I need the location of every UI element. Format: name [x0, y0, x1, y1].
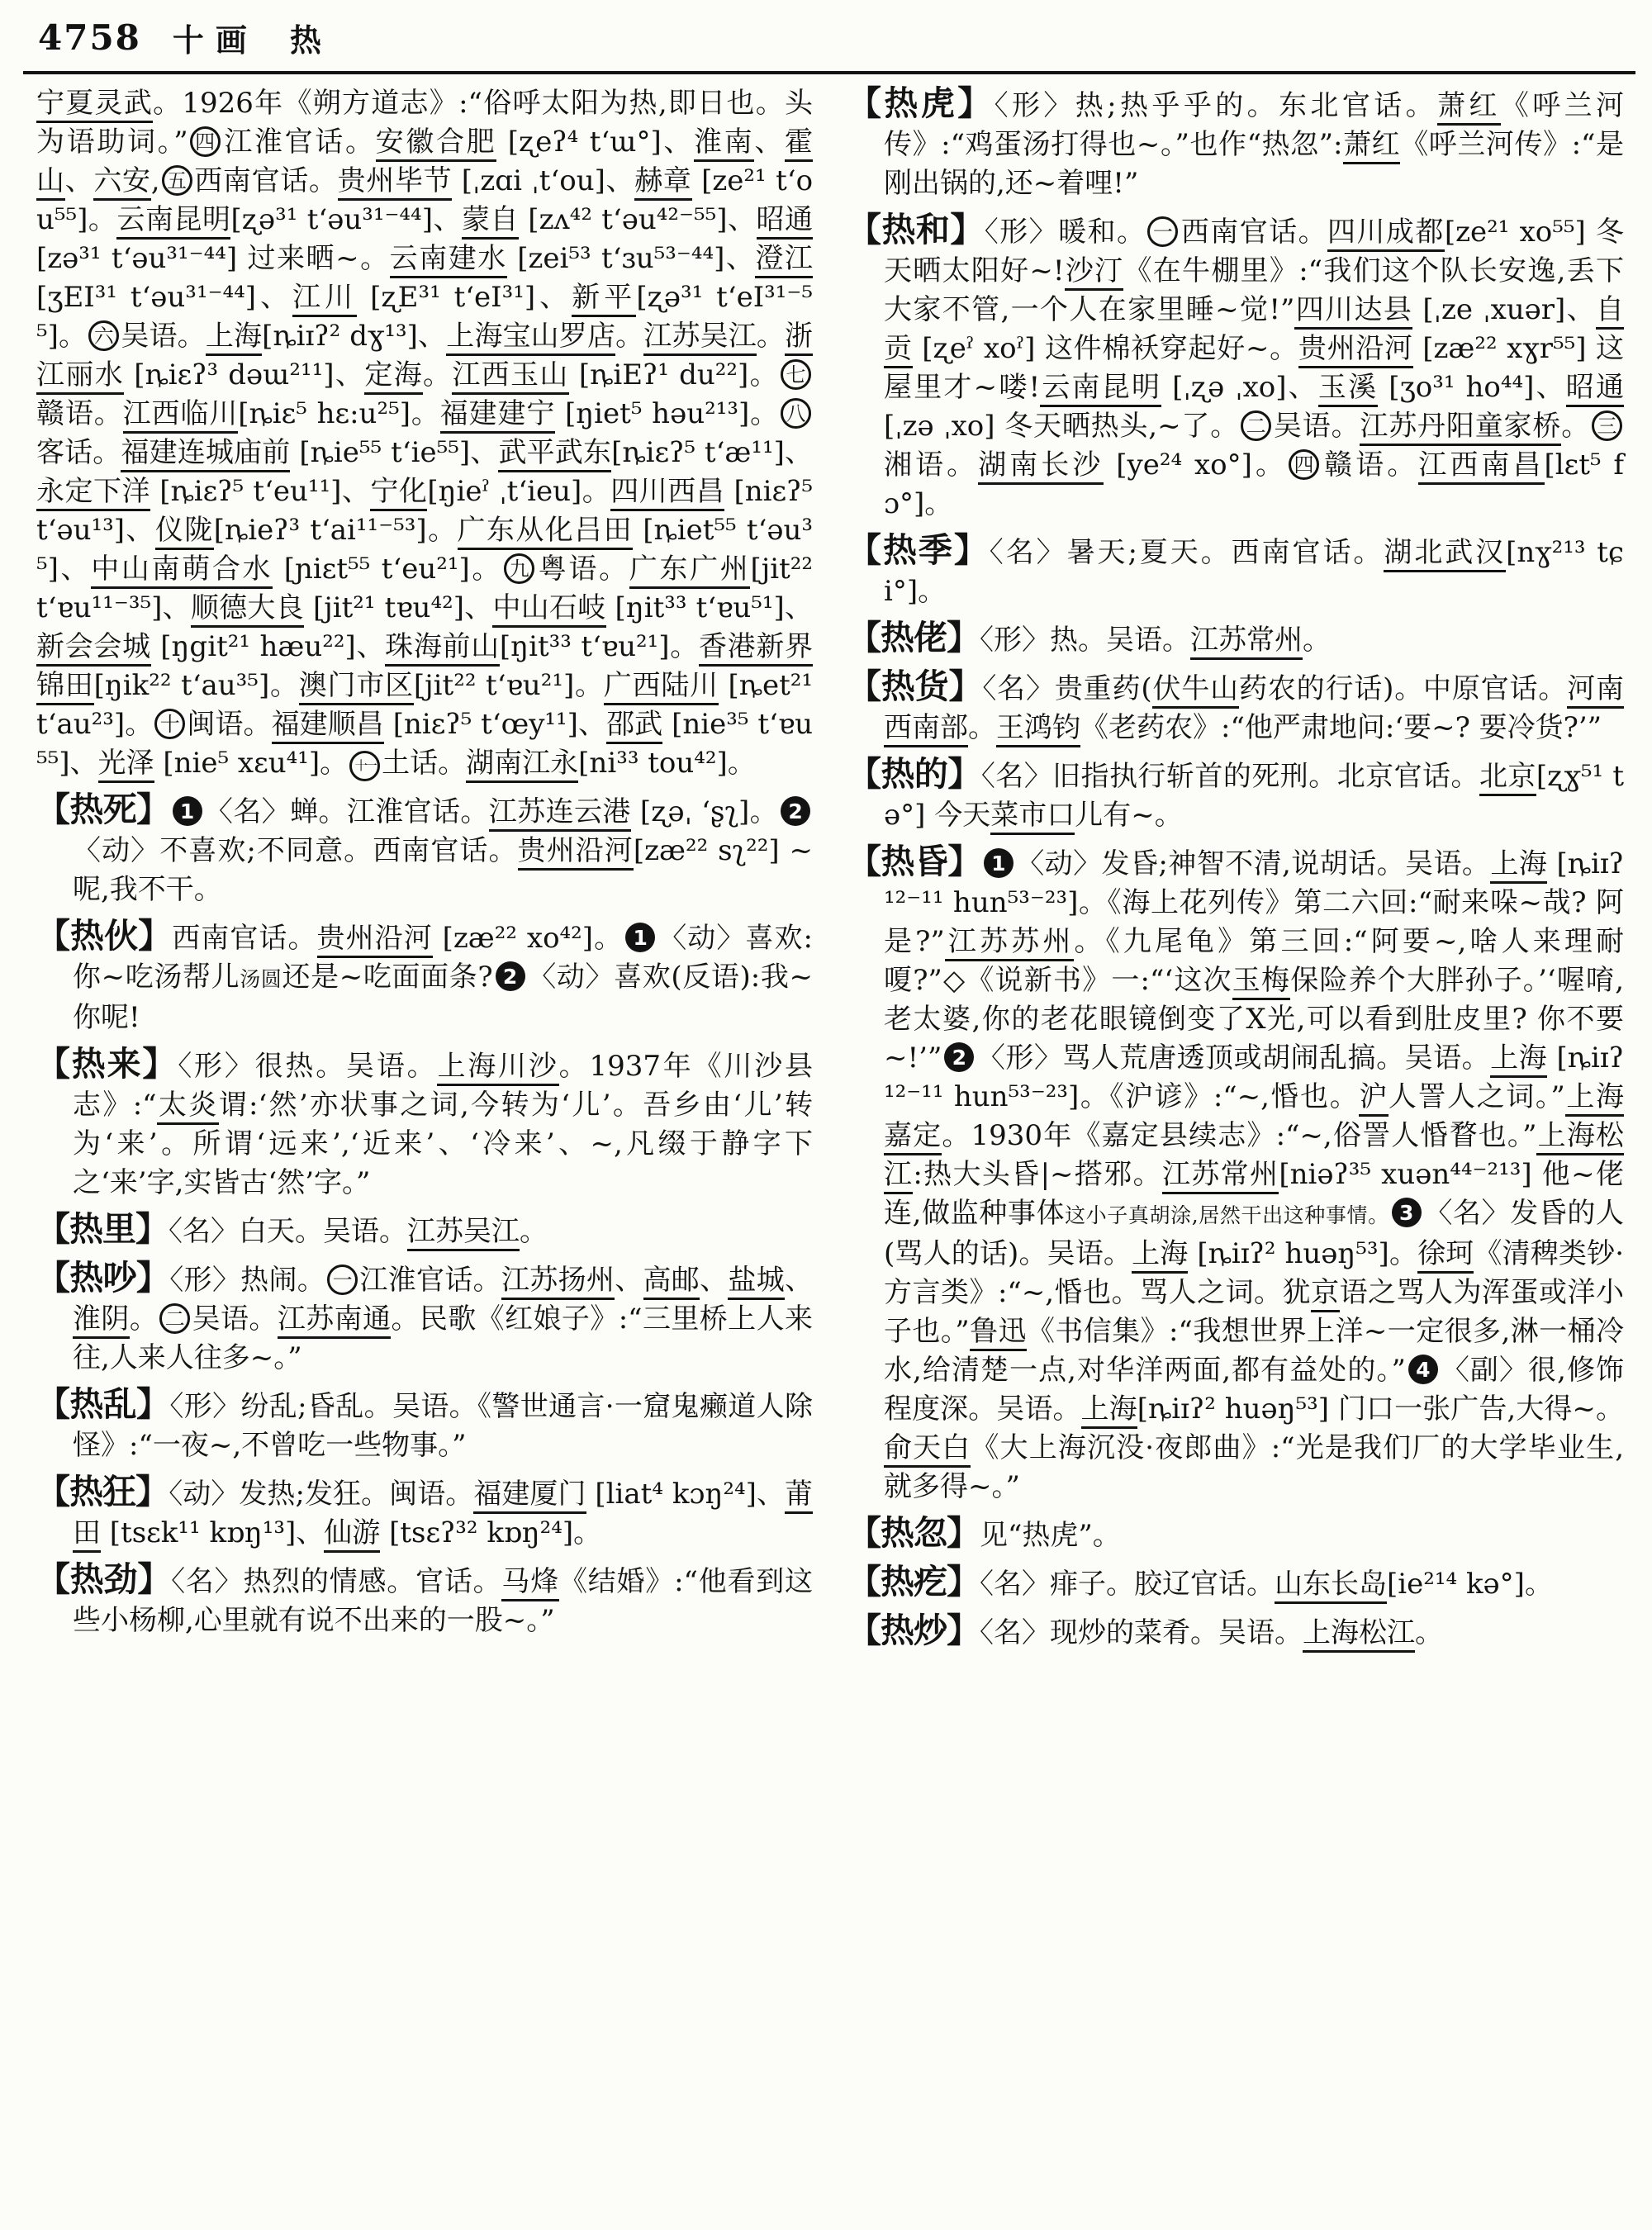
proper-noun: 珠海前山: [385, 630, 500, 667]
proper-noun: 江西南昌: [1418, 448, 1544, 485]
text: 《老药农》:“他严肃地问:‘要~? 要冷货?’”: [1080, 711, 1602, 744]
proper-noun: 北京: [1479, 760, 1536, 796]
text: [jit²² t‘ɐu¹¹⁻³⁵]、: [36, 553, 814, 624]
text: [ʐəˌ ʻʂʅ]。: [630, 795, 779, 828]
text: 湘语。: [884, 448, 979, 482]
dialect-group-number: 三: [1592, 410, 1622, 441]
proper-noun: 福建连城庙前: [121, 436, 290, 472]
dialect-group-number: 六: [88, 320, 119, 351]
text: 〈名〉白天。吴语。: [169, 1215, 407, 1248]
text: 《在牛棚里》:“我们这个队长安逸,丢下大家不管,一个人在家里睡~觉!”: [884, 254, 1624, 326]
proper-noun: 云南昆明: [1040, 371, 1161, 407]
text: 〈形〉纷乱;昏乱。吴语。《警世通言·一窟鬼癞道人除怪》:“一夜~,不曾吃一些物事。”: [73, 1390, 813, 1462]
text: 〈形〉暖和。: [984, 216, 1146, 249]
headword: 【热乱】: [36, 1384, 170, 1424]
proper-noun: 盐城: [728, 1264, 785, 1300]
entry-re-chao-noisy: [36, 1259, 813, 1378]
proper-noun: 赫章: [634, 164, 691, 201]
text: [zə³¹ t‘əu³¹⁻⁴⁴] 过来晒~。: [36, 242, 390, 275]
text: [ze²¹ xo⁵⁵] 冬天晒太阳好~!: [884, 216, 1625, 287]
text: [ŋieˀ ˌt‘ieu]。: [427, 475, 611, 508]
proper-noun: 淮阴: [73, 1302, 130, 1339]
gloss-small: 这小子真胡涂,居然干出这种事情。: [1065, 1203, 1389, 1227]
text: 。1926年《朔方道志》:“俗呼太阳为热,即日也。头为语助词。”: [36, 87, 813, 159]
proper-noun: 京: [1311, 1276, 1340, 1312]
proper-noun: 邵武: [606, 708, 662, 744]
proper-noun: 江苏吴江: [643, 320, 757, 356]
text: [ȵiɛ⁵ hɛ:u²⁵]。: [238, 397, 440, 430]
text: 〈动〉不喜欢;不同意。西南官话。: [73, 834, 518, 867]
text: [ȵie⁵⁵ t‘ie⁵⁵]、: [290, 436, 499, 469]
proper-noun: 自贡: [884, 293, 1624, 368]
text: [ye²⁴ xo°]。: [1104, 448, 1288, 482]
entry-re-ge: [847, 1563, 1624, 1604]
text: [nie³⁵ t‘ɐu⁵⁵]、: [36, 708, 814, 780]
text: :热大头昏|~搭邪。: [913, 1158, 1162, 1191]
sense-number: 3: [1392, 1198, 1422, 1227]
proper-noun: 上海宝山罗店: [446, 320, 615, 356]
proper-noun: 高邮: [643, 1264, 700, 1300]
proper-noun: 江苏丹阳童家桥: [1360, 410, 1561, 446]
gloss-small: 汤圆: [240, 967, 282, 991]
text: 。1930年《嘉定县续志》:“~,俗詈人惛瞀也。”: [942, 1119, 1537, 1152]
text: 《大上海沉没·夜郎曲》:“光是我们厂的大学毕业生,就多得~。”: [884, 1431, 1625, 1503]
text: 。: [1561, 410, 1591, 443]
proper-noun: 鲁迅: [970, 1315, 1027, 1351]
text: [ȵiet⁵⁵ t‘əu³⁵]、: [36, 514, 814, 586]
entry-re-kuang: [36, 1473, 813, 1553]
proper-noun: 中山南萌合水: [91, 553, 273, 589]
text: 赣语。: [36, 397, 123, 430]
text: 〈名〉痱子。胶辽官话。: [980, 1568, 1275, 1601]
text: 江淮官话。: [359, 1264, 501, 1297]
entry-re-huo: [36, 917, 813, 1037]
text: 吴语。: [1273, 410, 1360, 443]
text: 、: [700, 1264, 729, 1297]
proper-noun: 江苏常州: [1162, 1158, 1279, 1194]
header-rule: [23, 71, 1635, 74]
headword: 【热忽】: [847, 1513, 980, 1553]
entry-re-si: [36, 790, 813, 909]
text: 。1937年《川沙县志》:“: [73, 1050, 814, 1122]
text: [niɛʔ⁵ t‘œy¹¹]、: [383, 708, 607, 741]
text: 。: [422, 358, 453, 391]
text: [nie⁵ xɛu⁴¹]。: [154, 747, 349, 780]
text: [ȵiɛʔ⁵ t‘æ¹¹]、: [611, 436, 814, 469]
proper-noun: 上海松江: [884, 1119, 1624, 1194]
text: 〈形〉骂人荒唐透顶或胡闹乱搞。吴语。: [976, 1041, 1491, 1075]
proper-noun: 伏牛山: [1152, 672, 1239, 709]
proper-noun: 武平武东: [498, 436, 611, 472]
proper-noun: 河南西南部: [884, 672, 1624, 747]
headword: 【热季】: [847, 530, 990, 570]
proper-noun: 山东长岛: [1275, 1568, 1387, 1604]
text: 〈名〉发昏的人(骂人的话)。吴语。: [884, 1197, 1625, 1270]
text: [tsɛk¹¹ kɒŋ¹³]、: [101, 1516, 325, 1549]
text: 赣语。: [1321, 448, 1419, 482]
proper-noun: 玉梅: [1232, 964, 1290, 1000]
proper-noun: 沪: [1359, 1080, 1389, 1117]
text: 。: [1303, 624, 1331, 657]
dialect-group-number: 八: [781, 398, 811, 429]
text: [niəʔ³⁵ xuən⁴⁴⁻²¹³] 他~佬连,做监种事体: [884, 1158, 1624, 1230]
text: 西南官话。: [172, 922, 317, 955]
text: 粤语。: [536, 553, 629, 586]
text: [zei⁵³ t‘ɜu⁵³⁻⁴⁴]、: [506, 242, 756, 275]
proper-noun: 四川成都: [1327, 216, 1445, 252]
text: [ʒEI³¹ t‘əu³¹⁻⁴⁴]、: [36, 281, 293, 314]
proper-noun: 玉溪: [1318, 371, 1378, 407]
sense-number: 4: [1408, 1355, 1438, 1384]
text: 。: [1415, 1616, 1443, 1649]
text: [ʐə³¹ t‘eI³¹⁻⁵⁵]。: [36, 281, 813, 353]
proper-noun: 贵州沿河: [1298, 332, 1413, 368]
proper-noun: 云南建水: [390, 242, 507, 278]
proper-noun: 江苏常州: [1190, 624, 1303, 660]
sense-number: 1: [984, 848, 1014, 878]
proper-noun: 宁夏灵武: [36, 87, 153, 123]
dialect-group-number: 一: [327, 1264, 358, 1295]
proper-noun: 新平: [572, 281, 636, 317]
proper-noun: 马烽: [501, 1565, 559, 1601]
proper-noun: 顺德大良: [191, 591, 304, 628]
proper-noun: 四川达县: [1294, 293, 1412, 330]
text: [ȵiɪʔ¹²⁻¹¹ hun⁵³⁻²³]。《沪谚》:“~,惛也。: [884, 1041, 1625, 1113]
text: 《清稗类钞·方言类》:“~,惛也。骂人之词。犹: [884, 1237, 1625, 1309]
proper-noun: 江苏连云港: [489, 795, 631, 832]
proper-noun: 云南昆明: [116, 203, 230, 240]
text: 〈副〉很,修饰程度深。吴语。: [884, 1354, 1624, 1426]
text: [niɛʔ⁵ t‘əu¹³]、: [36, 475, 814, 547]
proper-noun: 江苏吴江: [407, 1215, 520, 1251]
proper-noun: 广西陆川: [604, 669, 719, 705]
proper-noun: 湖南江永: [466, 747, 578, 783]
proper-noun: 江川: [292, 281, 357, 317]
text: [ŋit³³ t‘ɐu⁵¹]、: [605, 591, 813, 624]
text: 、: [615, 1264, 643, 1297]
headword: 【热昏】: [847, 842, 981, 881]
headword: 【热和】: [847, 210, 985, 249]
entry-re-lao: [847, 619, 1624, 660]
proper-noun: 王鸿钧: [996, 711, 1080, 747]
text: 〈名〉现炒的菜肴。吴语。: [980, 1616, 1303, 1649]
headword: 【热狂】: [36, 1472, 169, 1511]
text: 人詈人之词。”: [1388, 1080, 1565, 1113]
proper-noun: 仪陇: [155, 514, 214, 550]
text: ,: [150, 164, 160, 197]
headword: 【热伙】: [36, 916, 173, 956]
entry-re-huo-goods: [847, 667, 1624, 747]
proper-noun: 定海: [364, 358, 423, 395]
text: [ˌzə ˌxo] 冬天晒热头,~了。: [884, 410, 1240, 443]
text: [ie²¹⁴ kə°]。: [1387, 1568, 1553, 1601]
text: [zæ²² xɣr⁵⁵] 这屋里才~喽!: [884, 332, 1625, 404]
text: 儿有~。: [1075, 799, 1183, 832]
proper-noun: 广东从化吕田: [458, 514, 634, 550]
text: 药农的行话)。中原官话。: [1238, 672, 1568, 705]
text: 《呼兰河传》:“是刚出锅的,还~着哩!”: [884, 128, 1625, 200]
text: [lɛt⁵ fɔ°]。: [884, 448, 1625, 520]
proper-noun: 上海: [1081, 1393, 1137, 1429]
dialect-group-number: 九: [504, 553, 534, 584]
right-column: [847, 84, 1624, 1660]
entry-re-lai: [36, 1045, 813, 1203]
proper-noun: 澳门市区: [299, 669, 414, 705]
proper-noun: 徐珂: [1417, 1237, 1474, 1274]
entry-re-chao-dish: [847, 1611, 1624, 1653]
text: [ɲiɛt⁵⁵ t‘eu²¹]。: [273, 553, 503, 586]
text: 江淮官话。: [221, 126, 376, 159]
text: [jit²¹ tɐu⁴²]、: [303, 591, 493, 624]
proper-noun: 江苏南通: [278, 1302, 392, 1339]
proper-noun: 光泽: [98, 747, 154, 783]
proper-noun: 昭通: [1566, 371, 1624, 407]
proper-noun: 贵州沿河: [317, 922, 433, 958]
entry-re-de: [847, 755, 1624, 835]
text: [ȵiɪʔ² huəŋ⁵³] 门口一张广告,大得~。: [1137, 1393, 1624, 1426]
text: 〈形〉热。吴语。: [980, 624, 1190, 657]
text: 〈名〉暑天;夏天。西南官话。: [989, 536, 1384, 569]
text: [ʒo³¹ ho⁴⁴]、: [1378, 371, 1566, 404]
proper-noun: 新会会城: [36, 630, 151, 667]
proper-noun: 四川西昌: [610, 475, 724, 511]
text: [zæ²² sʅ²²] ~呢,我不干。: [73, 834, 813, 906]
text: [ŋit³³ t‘ɐu²¹]。: [499, 630, 699, 663]
headword: 【热吵】: [36, 1258, 170, 1298]
proper-noun: 湖北武汉: [1384, 536, 1506, 572]
text: 〈形〉很热。吴语。: [178, 1050, 438, 1083]
text: [ȵiEʔ¹ du²²]。: [568, 358, 780, 391]
proper-noun: 昭通: [757, 203, 814, 240]
text: [ŋiet⁵ həu²¹³]。: [555, 397, 780, 430]
text: [ȵiɪʔ¹²⁻¹¹ hun⁵³⁻²³]。《海上花列传》第二六回:“耐来哚~哉? 阿是?”: [884, 847, 1625, 958]
text: 吴语。: [192, 1302, 278, 1336]
sense-number: 1: [625, 923, 655, 952]
text: [nɣ²¹³ tɕi°]。: [884, 536, 1625, 608]
text: 客话。: [36, 436, 121, 469]
headword: 【热佬】: [847, 618, 980, 657]
entry-re-continuation: [36, 84, 813, 783]
headword: 【热里】: [36, 1209, 169, 1249]
text: 西南官话。: [1180, 216, 1328, 249]
text: [ʐeʔ⁴ t‘ɯ°]、: [496, 126, 695, 159]
text: 〈名〉旧指执行斩首的死刑。北京官话。: [980, 760, 1479, 793]
proper-noun: 上海: [1490, 847, 1547, 884]
text: 。: [520, 1215, 548, 1248]
dialect-group-number: 十一: [349, 751, 380, 781]
text: [zæ²² xo⁴²]。: [432, 922, 624, 955]
proper-noun: 六安: [93, 164, 150, 201]
proper-noun: 澄江: [755, 242, 813, 278]
headword: 【热虎】: [847, 83, 995, 123]
proper-noun: 福建建宁: [440, 397, 556, 434]
entry-re-luan: [36, 1385, 813, 1465]
page-number: 4758: [38, 17, 141, 58]
proper-noun: 蒙自: [462, 203, 519, 240]
dialect-group-number: 五: [162, 165, 192, 196]
text: 。: [129, 1302, 159, 1336]
text: 土话。: [382, 747, 467, 780]
text: [ŋik²² t‘au³⁵]。: [93, 669, 299, 702]
proper-noun: 沙汀: [1065, 254, 1124, 291]
entry-re-ji: [847, 531, 1624, 611]
text: 《书信集》:“我想世界上洋~一定很多,淋一桶冷水,给清楚一点,对华洋两面,都有益处的。”: [884, 1315, 1624, 1387]
text: 西南官话。: [193, 164, 338, 197]
proper-noun: 安徽合肥: [376, 126, 497, 162]
proper-noun: 菜市口: [990, 799, 1075, 835]
text: 见“热虎”。: [980, 1519, 1121, 1552]
proper-noun: 淮南: [694, 126, 754, 162]
text: [ŋgit²¹ hæu²²]、: [150, 630, 386, 663]
proper-noun: 上海: [1490, 1041, 1547, 1078]
headword: 【热的】: [847, 754, 981, 794]
text: 〈形〉热闹。: [169, 1264, 326, 1297]
text: [ʐE³¹ t‘eI³¹]、: [357, 281, 572, 314]
text: 。民歌《红娘子》:“三里桥上人来往,人来人往多~。”: [73, 1302, 813, 1374]
text: [ȵiɛʔ⁵ t‘eu¹¹]、: [150, 475, 371, 508]
text: 保险养个大胖孙子。’‘喔唷,老太婆,你的老花眼镜倒变了X光,可以看到肚皮里? 你不要~!’”: [884, 964, 1625, 1075]
entry-re-hu: [847, 84, 1624, 203]
text: 、: [785, 1264, 814, 1297]
text: [ʐeˀ xoˀ] 这件棉袄穿起好~。: [912, 332, 1298, 365]
text: [ʐə³¹ t‘əu³¹⁻⁴⁴]、: [230, 203, 462, 236]
proper-noun: 上海: [1132, 1237, 1188, 1274]
proper-noun: 江西玉山: [452, 358, 568, 395]
text: [ˌʐə ˌxo]、: [1161, 371, 1318, 404]
dialect-group-number: 七: [781, 359, 811, 390]
left-column: [36, 84, 813, 1648]
headword: 【热劲】: [36, 1559, 172, 1599]
proper-noun: 福建厦门: [473, 1478, 586, 1514]
proper-noun: 广东广州: [629, 553, 751, 589]
text: [ʐɣ⁵¹ tə°] 今天: [884, 760, 1624, 832]
text: 《呼兰河传》:“鸡蛋汤打得也~。”也作“热忽”:: [884, 89, 1625, 161]
sense-number: 2: [944, 1042, 974, 1072]
proper-noun: 江西临川: [123, 397, 239, 434]
proper-noun: 浙江丽水: [36, 320, 813, 395]
text: [ˌze ˌxuər]、: [1412, 293, 1597, 326]
headword: 【热来】: [36, 1044, 178, 1084]
text: 。: [756, 320, 786, 353]
proper-noun: 莆田: [73, 1478, 813, 1553]
dialect-group-number: 二: [1241, 410, 1271, 441]
text: 〈名〉贵重药(: [982, 672, 1152, 705]
proper-noun: 萧红: [1343, 128, 1401, 164]
sense-number: 1: [173, 796, 202, 826]
text: [zʌ⁴² t‘əu⁴²⁻⁵⁵]、: [518, 203, 757, 236]
proper-noun: 永定下洋: [36, 475, 150, 511]
text: 语之骂人为浑蛋或洋小子也。”: [884, 1276, 1625, 1348]
headword: 【热炒】: [847, 1611, 980, 1650]
proper-noun: 上海松江: [1303, 1616, 1415, 1653]
headword: 【热死】: [36, 790, 170, 829]
proper-noun: 贵州沿河: [518, 834, 634, 871]
text: [ȵiɪʔ² huəŋ⁵³]。: [1188, 1237, 1418, 1270]
proper-noun: 霍山: [36, 126, 813, 201]
text: [ȵieʔ³ t‘ai¹¹⁻⁵³]。: [213, 514, 458, 547]
sense-number: 2: [496, 961, 525, 991]
proper-noun: 中山石岐: [492, 591, 605, 628]
text: 〈名〉蝉。江淮官话。: [204, 795, 489, 828]
text: 〈形〉热;热乎乎的。东北官话。: [994, 89, 1438, 122]
dialect-group-number: 一: [1147, 216, 1178, 247]
proper-noun: 宁化: [370, 475, 427, 511]
text: 〈动〉发热;发狂。闽语。: [169, 1478, 474, 1511]
proper-noun: 江苏扬州: [501, 1264, 615, 1300]
text: 闽语。: [187, 708, 272, 741]
entry-re-hu-also: [847, 1514, 1624, 1555]
proper-noun: 太炎: [157, 1089, 219, 1125]
text: 。: [615, 320, 644, 353]
entry-re-jin: [36, 1560, 813, 1640]
sense-number: 2: [781, 796, 810, 826]
text: [ˌzɑi ˌt‘ou]、: [452, 164, 635, 197]
proper-noun: 仙游: [324, 1516, 380, 1553]
text: 〈动〉喜欢(反语):我~你呢!: [73, 961, 813, 1034]
text: [liat⁴ kɔŋ²⁴]、: [586, 1478, 785, 1511]
proper-noun: 上海川沙: [437, 1050, 558, 1086]
dialect-group-number: 四: [190, 126, 221, 157]
entry-re-hun: [847, 842, 1624, 1506]
text: 《结婚》:“他看到这些小杨柳,心里就有说不出来的一股~。”: [73, 1565, 814, 1637]
text: [jit²² t‘ɐu²¹]。: [413, 669, 604, 702]
text: 。《九尾龟》第三回:“阿要~,啥人来理耐嗄?”◇《说新书》一:“‘这次: [884, 925, 1624, 997]
headword: 【热疙】: [847, 1562, 980, 1601]
proper-noun: 湖南长沙: [978, 448, 1104, 485]
proper-noun: 福建顺昌: [272, 708, 384, 744]
text: 。: [968, 711, 996, 744]
text: 〈动〉发昏;神智不清,说胡话。吴语。: [1015, 847, 1491, 880]
proper-noun: 俞天白: [884, 1431, 971, 1468]
dialect-group-number: 四: [1289, 449, 1319, 480]
proper-noun: 上海嘉定: [884, 1080, 1624, 1155]
text: [ȵet²¹ t‘au²³]。: [36, 669, 814, 741]
text: [ȵiɛʔ³ dəɯ²¹¹]、: [124, 358, 365, 391]
text: 、: [64, 164, 94, 197]
proper-noun: 香港新界锦田: [36, 630, 813, 705]
text: [ȵiɪʔ² dɣ¹³]、: [262, 320, 447, 353]
head-character: 热: [289, 21, 333, 59]
stroke-section-label: 十画: [172, 21, 259, 59]
proper-noun: 贵州毕节: [338, 164, 453, 201]
dialect-group-number: 十: [154, 709, 185, 739]
page-header: [38, 8, 333, 66]
text: 、: [754, 126, 786, 159]
proper-noun: 江苏苏州: [945, 925, 1075, 961]
text: [tsɛʔ³² kɒŋ²⁴]。: [380, 1516, 602, 1549]
text: [ze²¹ t‘ou⁵⁵]。: [36, 164, 814, 236]
proper-noun: 萧红: [1437, 89, 1501, 126]
proper-noun: 上海: [206, 320, 262, 356]
text: 吴语。: [121, 320, 206, 353]
text: 〈名〉热烈的情感。官话。: [171, 1565, 502, 1598]
dialect-group-number: 二: [159, 1303, 190, 1334]
text: 还是~吃面面条?: [282, 961, 493, 994]
text: 谓:‘然’亦状事之词,今转为‘儿’。吾乡由‘儿’转为‘来’。所谓‘远来’,‘近来’、‘冷来’、~,凡缀于静字下之‘来’字,实皆古‘然’字。”: [73, 1089, 814, 1199]
text: [ni³³ tou⁴²]。: [578, 747, 756, 780]
headword: 【热货】: [847, 667, 983, 706]
entry-re-he: [847, 211, 1624, 524]
entry-re-li: [36, 1210, 813, 1251]
text: 〈动〉喜欢:你~吃汤帮儿: [73, 922, 813, 994]
